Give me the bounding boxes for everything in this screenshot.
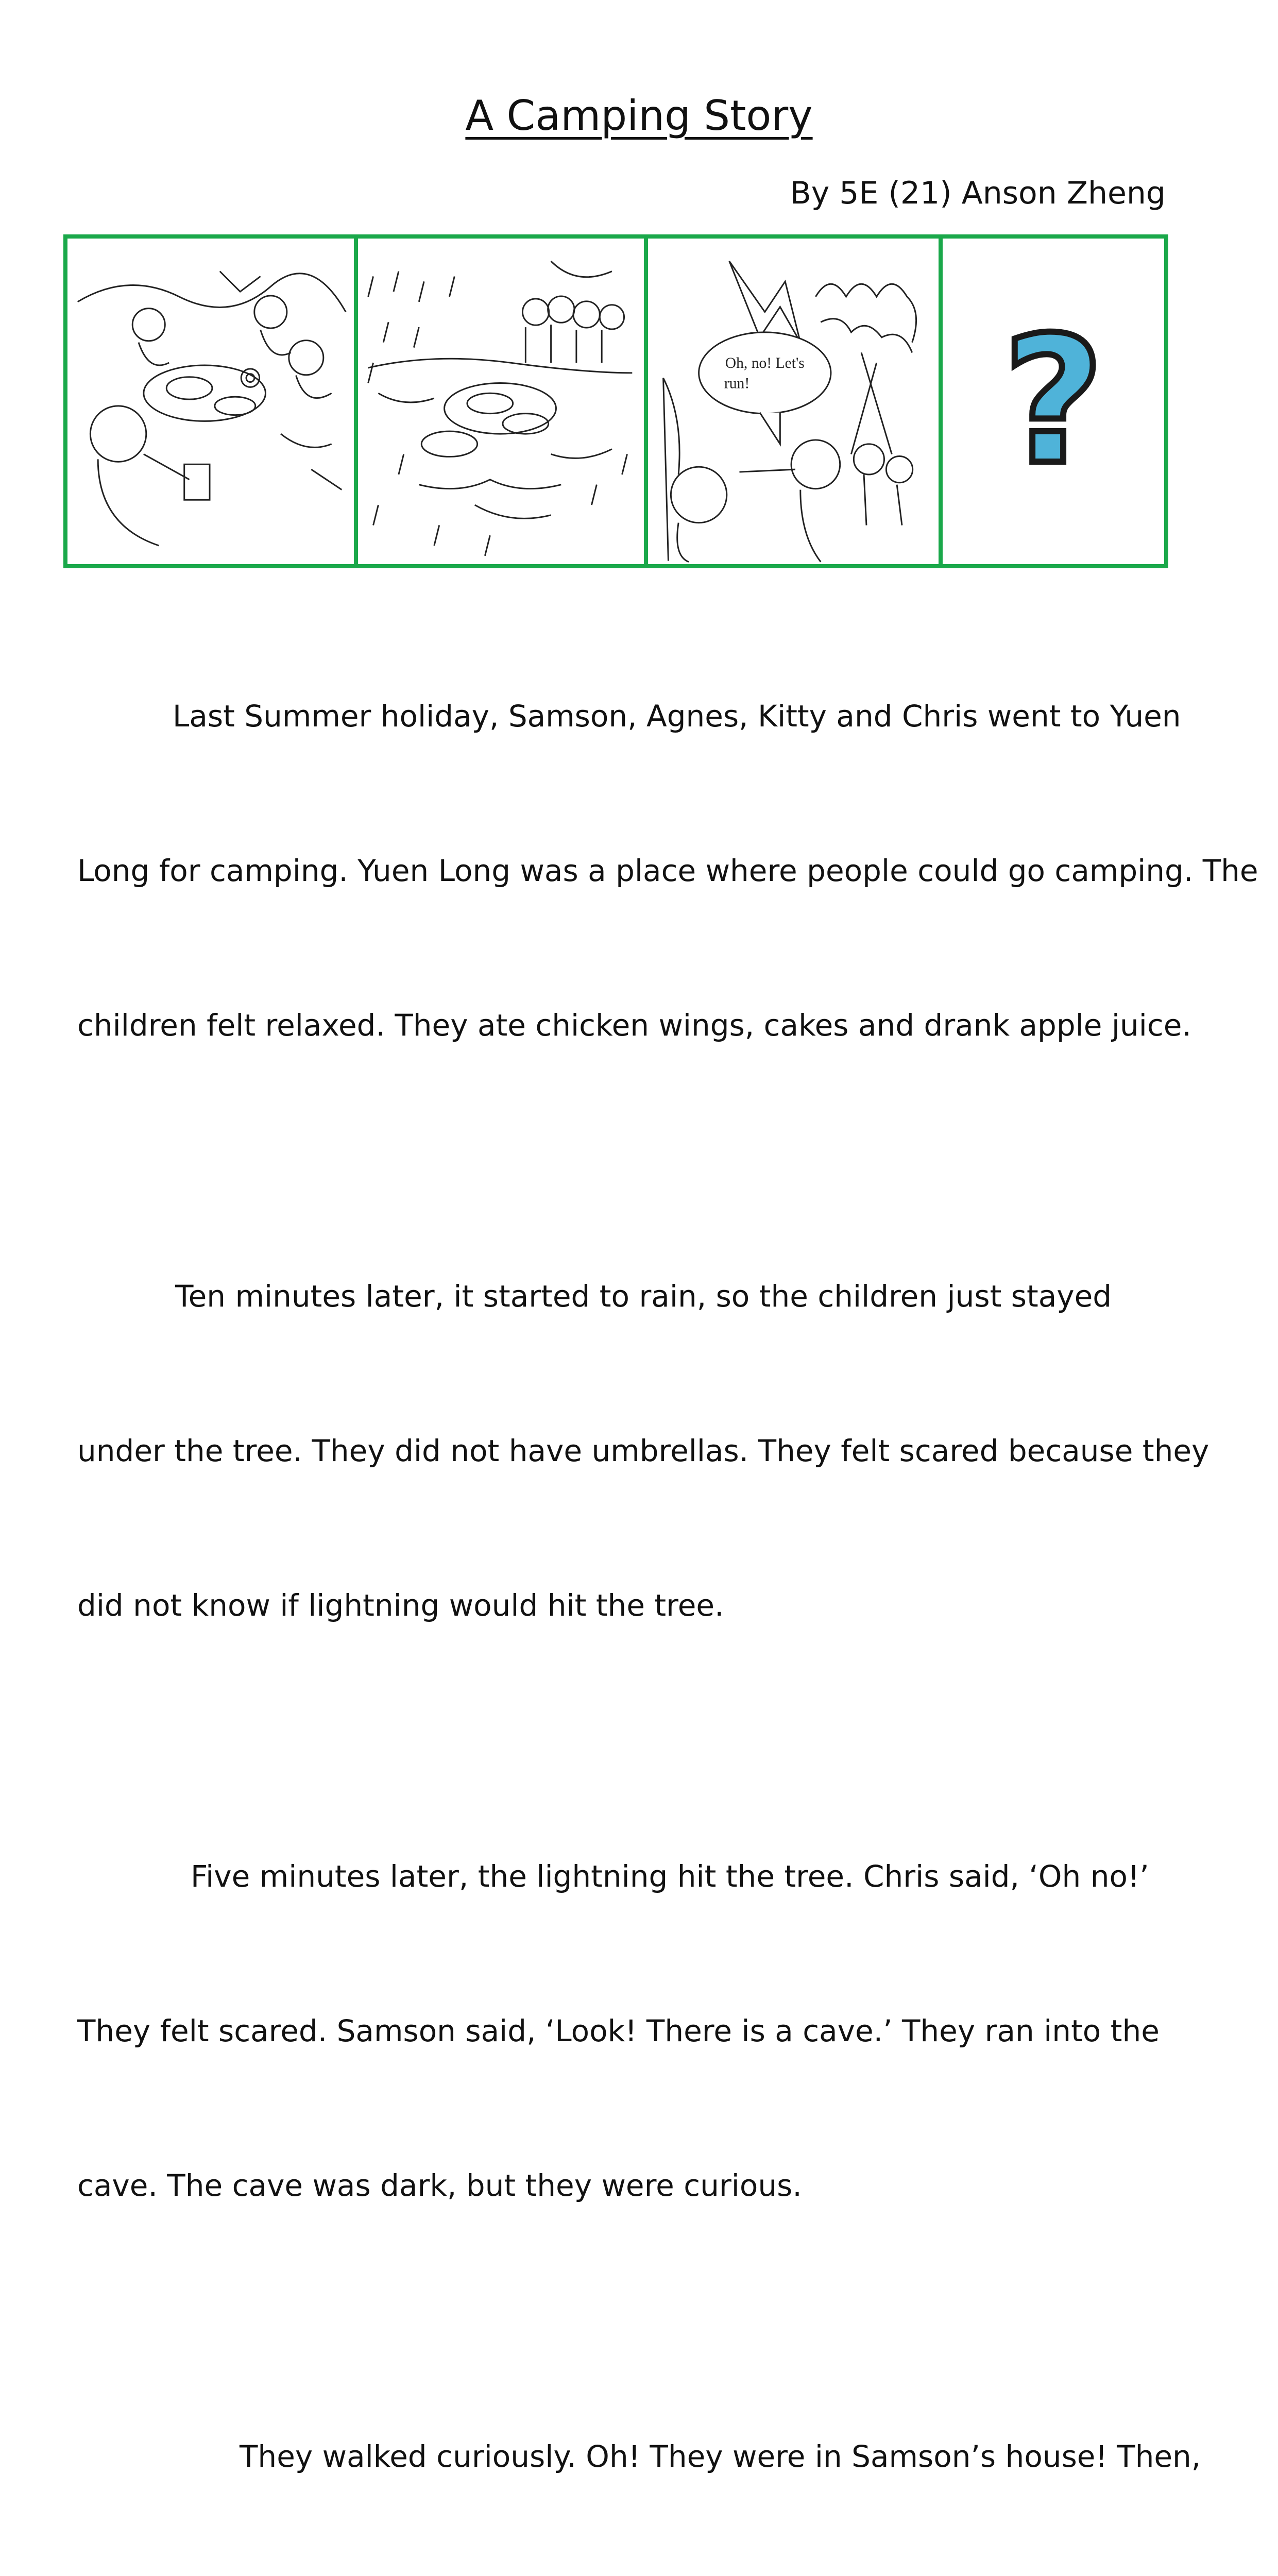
paragraph-1: [77, 600, 1258, 1141]
paragraph-2-line-1: Ten minutes later, it started to rain, so the children just stayed: [175, 1279, 1112, 1314]
lightning-illustration: [648, 239, 939, 564]
paragraph-1-line-3: children felt relaxed. They ate chicken wings, cakes and drank apple juice.: [77, 1008, 1191, 1043]
question-mark-icon: ?: [1002, 299, 1104, 503]
author-byline: By 5E (21) Anson Zheng: [790, 175, 1166, 211]
page-title: A Camping Story: [465, 92, 813, 140]
comic-panel-rain: [358, 239, 648, 564]
speech-bubble-line-2: run!: [724, 375, 750, 392]
rain-illustration: [358, 239, 644, 564]
comic-strip: [63, 234, 1168, 568]
paragraph-1-line-2: Long for camping. Yuen Long was a place where people could go camping. The: [77, 853, 1258, 888]
speech-bubble-line-1: Oh, no! Let's: [725, 354, 805, 371]
paragraph-3-line-1: Five minutes later, the lightning hit the tree. Chris said, ‘Oh no!’: [191, 1859, 1149, 1894]
paragraph-3-line-3: cave. The cave was dark, but they were curious.: [77, 2168, 802, 2203]
comic-panel-mystery: [943, 239, 1164, 564]
paragraph-4: [77, 2341, 1216, 2576]
story-body: [77, 600, 1258, 2576]
picnic-illustration: [67, 239, 354, 564]
paragraph-4-line-2: [77, 2572, 1216, 2576]
comic-panel-picnic: [67, 239, 358, 564]
paragraph-4-line-1: They walked curiously. Oh! They were in Samson’s house! Then,: [240, 2439, 1201, 2474]
paragraph-2-line-2: under the tree. They did not have umbrellas. They felt scared because they: [77, 1433, 1209, 1468]
paragraph-2-line-3: did not know if lightning would hit the tree.: [77, 1588, 724, 1623]
paragraph-3: [77, 1760, 1216, 2301]
paragraph-1-line-1: Last Summer holiday, Samson, Agnes, Kitty and Chris went to Yuen: [173, 699, 1181, 734]
comic-panel-lightning: [648, 239, 943, 564]
paragraph-2: [77, 1180, 1216, 1721]
paragraph-3-line-2: They felt scared. Samson said, ‘Look! There is a cave.’ They ran into the: [77, 2013, 1160, 2048]
